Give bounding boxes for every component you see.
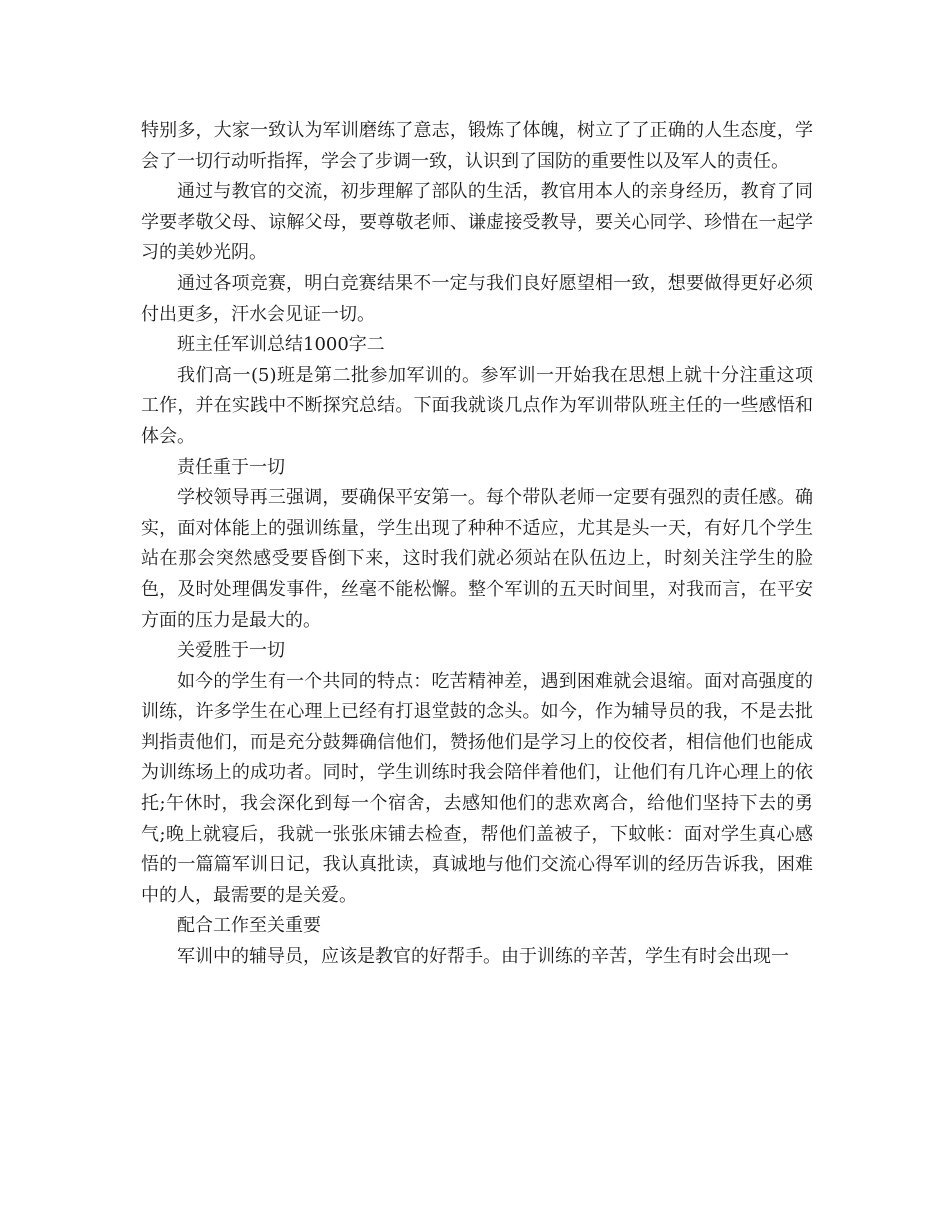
paragraph-continuation: 特别多，大家一致认为军训磨练了意志，锻炼了体魄，树立了了正确的人生态度，学会了一切行动听指挥，学会了步调一致，认识到了国防的重要性以及军人的责任。 — [141, 120, 813, 172]
paragraph-competitions: 通过各项竞赛，明白竞赛结果不一定与我们良好愿望相一致，想要做得更好必须付出更多，汗水会见证一切。 — [141, 272, 813, 325]
section-heading-responsibility: 责任重于一切 — [177, 456, 285, 478]
section-heading-summary-two: 班主任军训总结1000字二 — [177, 334, 385, 356]
paragraph-care: 如今的学生有一个共同的特点：吃苦精神差，遇到困难就会退缩。面对高强度的训练，许多学生在心理上已经有打退堂鼓的念头。如今，作为辅导员的我，不是去批判指责他们，而是充分鼓舞确信他们，赞扬他们是学习上的佼佼者，相信他们也能成为训练场上的成功者。同时，学生训练时我会陪伴着他们，让他们有几许心理上的依托;午休时，我会深化到每一个宿舍，去感知他们的悲欢离合，给他们坚持下去的勇气;晚上就寝后，我就一张张床铺去检查，帮他们盖被子，下蚊帐：面对学生真心感悟的一篇篇军训日记，我认真批读，真诚地与他们交流心得军训的经历告诉我，困难中的人，最需要的是关爱。 — [141, 670, 813, 906]
section-heading-cooperation: 配合工作至关重要 — [177, 915, 321, 937]
paragraph-instructor-exchange: 通过与教官的交流，初步理解了部队的生活，教官用本人的亲身经历，教育了同学要孝敬父母、谅解父母，要尊敬老师、谦虚接受教导，要关心同学、珍惜在一起学习的美妙光阴。 — [141, 181, 813, 264]
paragraph-responsibility: 学校领导再三强调，要确保平安第一。每个带队老师一定要有强烈的责任感。确实，面对体能上的强训练量，学生出现了种种不适应，尤其是头一天，有好几个学生站在那会突然感受要昏倒下来，这时我们就必须站在队伍边上，时刻关注学生的脸色，及时处理偶发事件，丝毫不能松懈。整个军训的五天时间里，对我而言，在平安方面的压力是最大的。 — [141, 487, 813, 631]
paragraph-cooperation: 军训中的辅导员，应该是教官的好帮手。由于训练的辛苦，学生有时会出现一 — [177, 946, 789, 968]
section-heading-care: 关爱胜于一切 — [177, 640, 285, 662]
document-body — [141, 116, 813, 973]
paragraph-class-intro: 我们高一(5)班是第二批参加军训的。参军训一开始我在思想上就十分注重这项工作，并在实践中不断探究总结。下面我就谈几点作为军训带队班主任的一些感悟和体会。 — [141, 364, 813, 447]
